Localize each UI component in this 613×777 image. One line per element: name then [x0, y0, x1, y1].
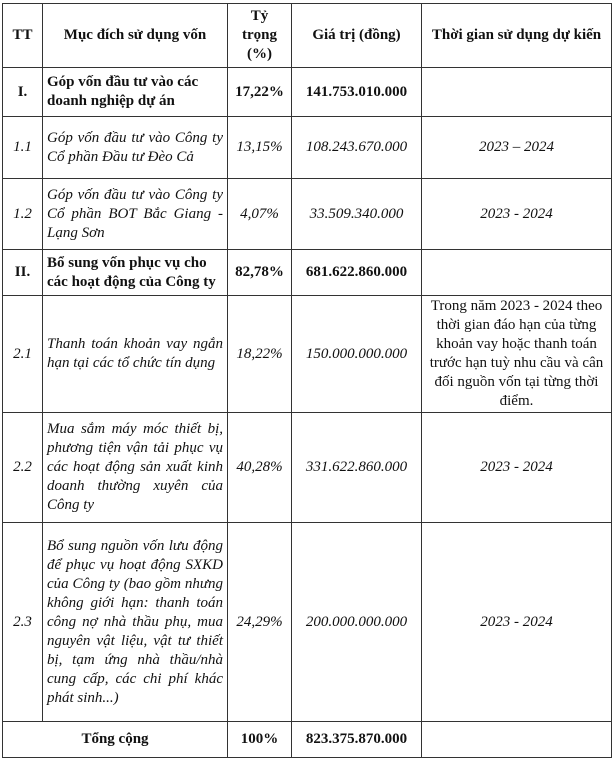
row-purpose: Góp vốn đầu tư vào Công ty Cổ phần Đầu tư Đèo Cả [43, 117, 228, 179]
header-ratio: Tỷ trọng (%) [228, 4, 292, 68]
row-tt: 1.1 [3, 117, 43, 179]
row-purpose: Bổ sung vốn phục vụ cho các hoạt động của Công ty [43, 250, 228, 296]
row-ratio: 4,07% [228, 179, 292, 250]
row-value: 200.000.000.000 [292, 523, 422, 722]
row-value: 33.509.340.000 [292, 179, 422, 250]
row-value: 141.753.010.000 [292, 68, 422, 117]
row-tt: I. [3, 68, 43, 117]
row-ratio: 17,22% [228, 68, 292, 117]
row-ratio: 82,78% [228, 250, 292, 296]
table-total-row [3, 722, 612, 758]
row-tt: 2.1 [3, 296, 43, 413]
header-purpose: Mục đích sử dụng vốn [43, 4, 228, 68]
row-time [422, 250, 612, 296]
total-value: 823.375.870.000 [292, 722, 422, 758]
table-row [3, 413, 612, 523]
row-ratio: 13,15% [228, 117, 292, 179]
row-time: 2023 - 2024 [422, 179, 612, 250]
row-tt: II. [3, 250, 43, 296]
table-row [3, 179, 612, 250]
header-time: Thời gian sử dụng dự kiến [422, 4, 612, 68]
row-tt: 1.2 [3, 179, 43, 250]
row-purpose: Mua sắm máy móc thiết bị, phương tiện vận tải phục vụ các hoạt động sản xuất kinh doanh thường xuyên của Công ty [43, 413, 228, 523]
row-time: 2023 - 2024 [422, 413, 612, 523]
table-header-row [3, 4, 612, 68]
row-purpose: Góp vốn đầu tư vào Công ty Cổ phần BOT Bắc Giang - Lạng Sơn [43, 179, 228, 250]
row-value: 108.243.670.000 [292, 117, 422, 179]
total-time [422, 722, 612, 758]
row-time: 2023 – 2024 [422, 117, 612, 179]
row-purpose: Bổ sung nguồn vốn lưu động để phục vụ hoạt động SXKD của Công ty (bao gồm nhưng không giới hạn: thanh toán công nợ nhà thầu phụ, mua nguyên vật liệu, vật tư thiết bị, tạm ứng nhà thầu/nhà cung cấp, các chi phí khác phát sinh...) [43, 523, 228, 722]
row-ratio: 40,28% [228, 413, 292, 523]
row-ratio: 18,22% [228, 296, 292, 413]
row-purpose: Góp vốn đầu tư vào các doanh nghiệp dự án [43, 68, 228, 117]
row-value: 150.000.000.000 [292, 296, 422, 413]
row-purpose: Thanh toán khoản vay ngắn hạn tại các tổ chức tín dụng [43, 296, 228, 413]
capital-usage-table [2, 3, 612, 758]
row-value: 681.622.860.000 [292, 250, 422, 296]
table-row [3, 296, 612, 413]
row-tt: 2.2 [3, 413, 43, 523]
header-value: Giá trị (đồng) [292, 4, 422, 68]
row-time: 2023 - 2024 [422, 523, 612, 722]
table-row [3, 523, 612, 722]
header-tt: TT [3, 4, 43, 68]
row-time [422, 68, 612, 117]
row-ratio: 24,29% [228, 523, 292, 722]
row-time: Trong năm 2023 - 2024 theo thời gian đáo hạn của từng khoản vay hoặc thanh toán trước hạn tuỳ nhu cầu và cân đối nguồn vốn tại từng thời điểm. [422, 296, 612, 413]
row-value: 331.622.860.000 [292, 413, 422, 523]
table-row [3, 250, 612, 296]
total-ratio: 100% [228, 722, 292, 758]
table-row [3, 117, 612, 179]
total-label: Tổng cộng [3, 722, 228, 758]
table-row [3, 68, 612, 117]
row-tt: 2.3 [3, 523, 43, 722]
